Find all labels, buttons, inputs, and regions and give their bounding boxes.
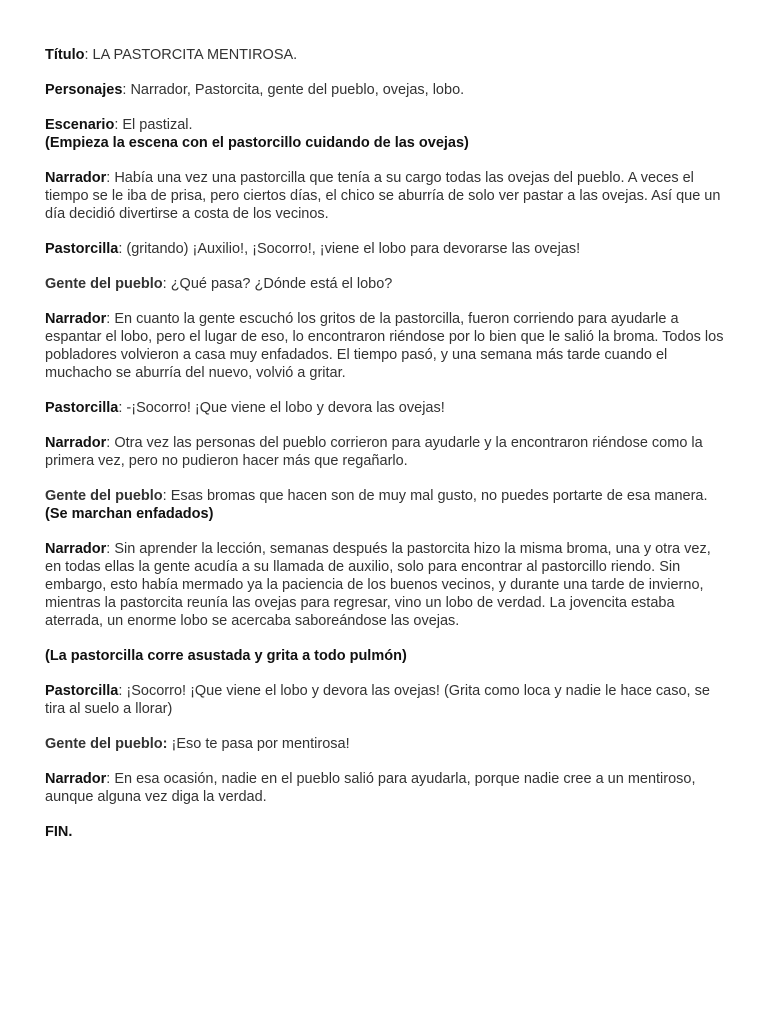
characters-line [45, 81, 725, 99]
setting-line [45, 116, 725, 134]
speaker-label: Narrador [45, 771, 107, 787]
speaker-label: Gente del pueblo [45, 276, 163, 292]
end-marker: FIN. [45, 824, 73, 840]
dialogue-text: En cuanto la gente escuchó los gritos de la pastorcilla, fueron corriendo para ayudarle a espantar el lobo, pero el lugar de eso, lo encontraron riéndose por lo bien que le salió la broma. Todos los pobladores volvieron a casa muy enfadados. El tiempo pasó, y una semana más tarde cuando el muchacho se aburría del nuevo, volvió a gritar. [45, 311, 724, 381]
speaker-separator: : [106, 435, 115, 451]
speaker-label: Pastorcilla [45, 400, 119, 416]
dialogue-pastorcilla-2 [45, 399, 725, 417]
speaker-separator: : [162, 276, 171, 292]
dialogue-text: En esa ocasión, nadie en el pueblo salió para ayudarla, porque nadie cree a un mentiroso, aunque alguna vez diga la verdad. [45, 771, 696, 805]
dialogue-gente-1 [45, 275, 725, 293]
document-page [45, 46, 725, 858]
speaker-separator: : [118, 683, 127, 699]
dialogue-text: -¡Socorro! ¡Que viene el lobo y devora las ovejas! [126, 400, 445, 416]
title-text: LA PASTORCITA MENTIROSA. [92, 47, 298, 63]
dialogue-text: ¡Eso te pasa por mentirosa! [171, 736, 350, 752]
speaker-label: Gente del pueblo [45, 488, 163, 504]
dialogue-gente-3 [45, 735, 725, 753]
stage-direction-opening: (Empieza la escena con el pastorcillo cuidando de las ovejas) [45, 135, 469, 151]
speaker-separator: : [106, 170, 115, 186]
title-label: Título [45, 47, 85, 63]
title-separator: : [84, 47, 93, 63]
characters-label: Personajes [45, 82, 123, 98]
dialogue-text: (gritando) ¡Auxilio!, ¡Socorro!, ¡viene el lobo para devorarse las ovejas! [126, 241, 581, 257]
dialogue-text: Otra vez las personas del pueblo corrieron para ayudarle y la encontraron riéndose como la primera vez, pero no pudieron hacer más que regañarlo. [45, 435, 703, 469]
dialogue-pastorcilla-1 [45, 240, 725, 258]
speaker-label: Narrador [45, 541, 107, 557]
dialogue-narrator-1 [45, 169, 725, 223]
speaker-separator: : [162, 488, 171, 504]
dialogue-text: Había una vez una pastorcilla que tenía a su cargo todas las ovejas del pueblo. A veces el tiempo se le iba de prisa, pero ciertos días, el chico se aburría de solo ver pastar a las ovejas. Así que un día decidió divertirse a costa de los vecinos. [45, 170, 721, 222]
speaker-label: Narrador [45, 170, 107, 186]
dialogue-narrator-3 [45, 434, 725, 470]
setting-text: El pastizal. [122, 117, 193, 133]
stage-direction-climax: (La pastorcilla corre asustada y grita a todo pulmón) [45, 648, 407, 664]
speaker-separator: : [106, 541, 115, 557]
stage-direction-inline: (Se marchan enfadados) [45, 506, 214, 522]
setting-separator: : [114, 117, 123, 133]
speaker-label: Gente del pueblo: [45, 736, 168, 752]
setting-label: Escenario [45, 117, 115, 133]
dialogue-narrator-4 [45, 540, 725, 630]
dialogue-text: ¿Qué pasa? ¿Dónde está el lobo? [170, 276, 393, 292]
dialogue-narrator-2 [45, 310, 725, 382]
speaker-label: Narrador [45, 435, 107, 451]
dialogue-narrator-5 [45, 770, 725, 806]
characters-text: Narrador, Pastorcita, gente del pueblo, ovejas, lobo. [130, 82, 465, 98]
speaker-separator: : [106, 771, 115, 787]
dialogue-text: Esas bromas que hacen son de muy mal gusto, no puedes portarte de esa manera. [170, 488, 708, 504]
speaker-separator: : [106, 311, 115, 327]
title-line [45, 46, 725, 64]
speaker-separator: : [118, 400, 127, 416]
speaker-separator: : [118, 241, 127, 257]
dialogue-text: Sin aprender la lección, semanas después la pastorcita hizo la misma broma, una y otra vez, en todas ellas la gente acudía a su llamada de auxilio, solo para encontrar al pastorcillo riendo. Sin embargo, esto había mermado ya la paciencia de los buenos vecinos, y durante una tarde de invierno, mientras la pastorcita reunía las ovejas para regresar, vino un lobo de verdad. La jovencita estaba aterrada, un enorme lobo se acercaba saboreándose las ovejas. [45, 541, 711, 629]
dialogue-pastorcilla-3 [45, 682, 725, 718]
dialogue-text: ¡Socorro! ¡Que viene el lobo y devora las ovejas! (Grita como loca y nadie le hace caso, se tira al suelo a llorar) [45, 683, 710, 717]
speaker-label: Narrador [45, 311, 107, 327]
speaker-label: Pastorcilla [45, 241, 119, 257]
characters-separator: : [122, 82, 131, 98]
dialogue-gente-2 [45, 487, 725, 523]
speaker-label: Pastorcilla [45, 683, 119, 699]
